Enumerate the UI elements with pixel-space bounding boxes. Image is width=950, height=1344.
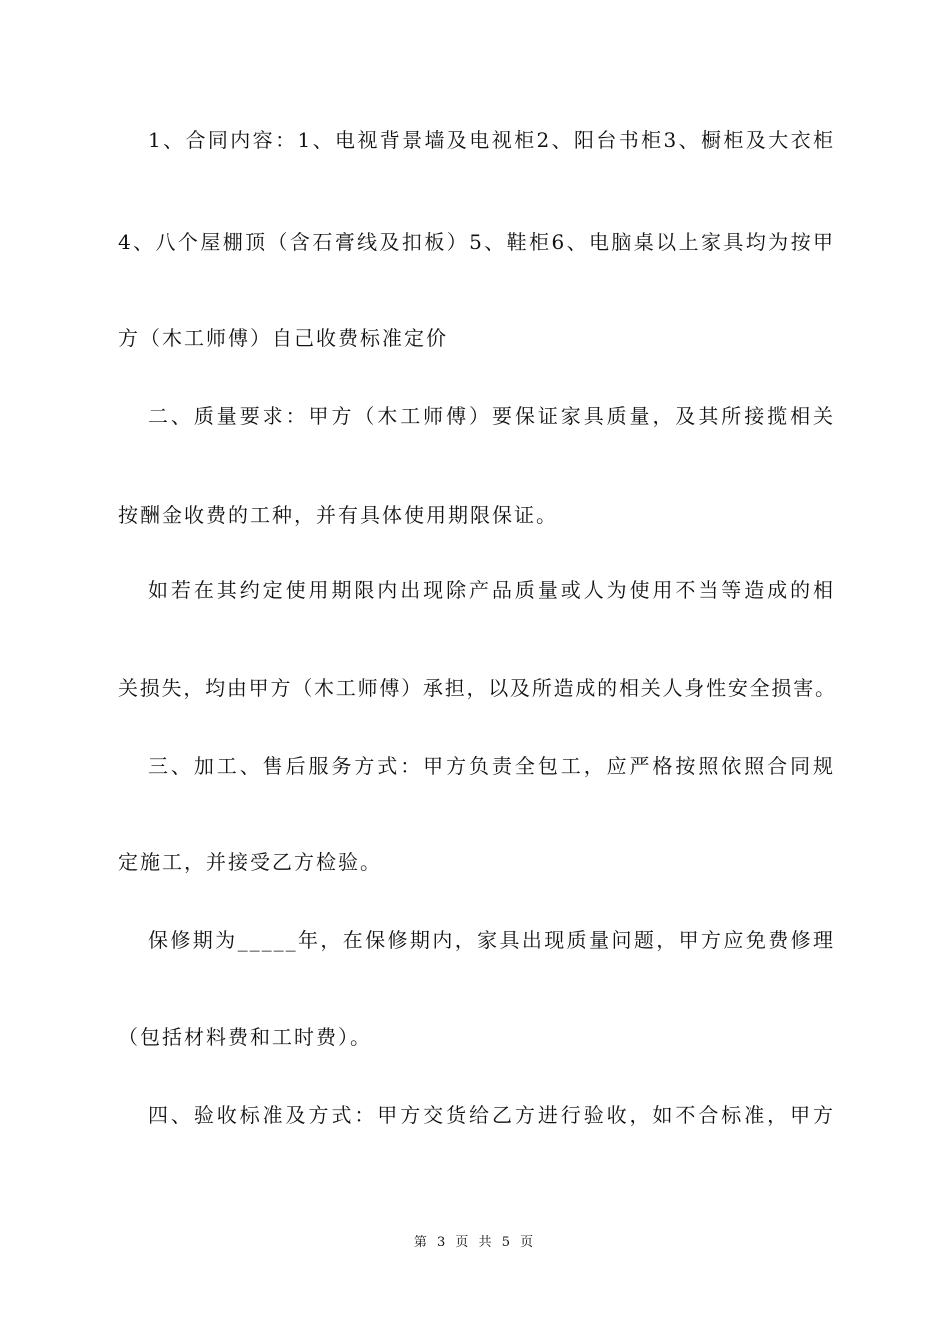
paragraph-line: 关损失，均由甲方（木工师傅）承担，以及所造成的相关人身性安全损害。: [118, 676, 835, 700]
paragraph-line: 二、质量要求：甲方（木工师傅）要保证家具质量，及其所接揽相关: [148, 404, 835, 428]
page-number-footer: 第 3 页 共 5 页: [413, 1235, 537, 1250]
paragraph-line: 四、验收标准及方式：甲方交货给乙方进行验收，如不合标准，甲方: [148, 1103, 835, 1127]
paragraph-line: （包括材料费和工时费）。: [118, 1025, 372, 1049]
paragraph-line: 保修期为_____年，在保修期内，家具出现质量问题，甲方应免费修理: [148, 928, 835, 952]
paragraph-line: 1、合同内容：1、电视背景墙及电视柜2、阳台书柜3、橱柜及大衣柜: [148, 128, 835, 152]
paragraph-line: 4、八个屋棚顶（含石膏线及扣板）5、鞋柜6、电脑桌以上家具均为按甲: [118, 230, 835, 254]
paragraph-line: 按酬金收费的工种，并有具体使用期限保证。: [118, 503, 558, 527]
paragraph-line: 方（木工师傅）自己收费标准定价: [118, 326, 448, 350]
paragraph-line: 三、加工、售后服务方式：甲方负责全包工，应严格按照依照合同规: [148, 754, 835, 778]
paragraph-line: 定施工，并接受乙方检验。: [118, 850, 382, 874]
paragraph-line: 如若在其约定使用期限内出现除产品质量或人为使用不当等造成的相: [148, 578, 835, 602]
